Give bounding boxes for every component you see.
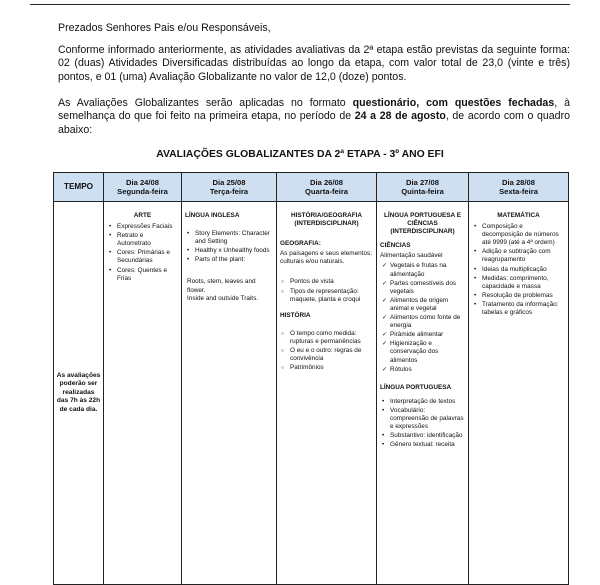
p2-part1: As Avaliações Globalizantes serão aplicadas no formato: [58, 97, 353, 109]
day-3-geo-text: As paisagens e seus elementos: culturais e/ou naturais.: [280, 250, 373, 266]
day-4-cien-label: CIÊNCIAS: [380, 242, 411, 250]
day-4-cien-text: Alimentação saudável: [380, 252, 443, 260]
header-day-5: [469, 173, 569, 202]
day-4-subject: LÍNGUA PORTUGUESA E CIÊNCIAS (INTERDISCIPLINAR): [384, 212, 461, 236]
list-item: • Ideias da multiplicação: [482, 266, 565, 274]
day-3-hist-list: [280, 330, 373, 372]
header-day-5-weekday: Sexta-feira: [499, 187, 538, 196]
list-item: ○ Patrimônios: [290, 364, 373, 372]
list-item: ✓ Alimentos como fonte de energia: [390, 314, 465, 330]
list-item: • Expressões Faciais: [117, 223, 178, 231]
header-tempo: TEMPO: [54, 173, 104, 202]
table-header-row: [54, 173, 569, 202]
day-4-cien-list: [380, 262, 465, 373]
p2-part2: , à semelhança do que foi feito na primeira etapa, no período de: [58, 97, 571, 123]
header-day-4: [377, 173, 469, 202]
list-item: • Retrato e Autorretrato: [117, 232, 178, 248]
table-body-row: [54, 202, 569, 585]
list-item: • Tratamento da informação: tabelas e gráficos: [482, 301, 565, 317]
list-item: ✓ Alimentos de origem animal e vegetal: [390, 297, 465, 313]
paragraph-schedule: [58, 97, 570, 137]
list-item: • Cores: Primárias e Secundárias: [117, 249, 178, 265]
header-day-5-date: Dia 28/08: [502, 177, 535, 187]
list-item: • Resolução de problemas: [482, 292, 565, 300]
day-3-hist-label: HISTÓRIA: [280, 311, 311, 319]
header-day-3: [277, 173, 377, 202]
p2-part3: , de acordo com o quadro abaixo:: [58, 110, 570, 136]
list-item: ○ O eu e o outro: regras de convivência: [290, 347, 373, 363]
header-day-2-date: Dia 25/08: [212, 177, 246, 187]
list-item: • Composição e decomposição de números até 9999 (até a 4ª ordem): [482, 223, 565, 247]
list-item: ○ Pontos de vista: [290, 278, 373, 286]
day-3-subject: HISTÓRIA/GEOGRAFIA (INTERDISCIPLINAR): [290, 212, 362, 228]
day-3-geo-list: [280, 278, 373, 303]
day-5-list: [472, 223, 565, 317]
day-1-cell: [104, 202, 182, 585]
list-item: • Vocabulário: compreensão de palavras e expressões: [390, 407, 465, 431]
day-1-list: [107, 223, 178, 283]
list-item: ✓ Pirâmide alimentar: [390, 331, 465, 339]
list-item: • Healthy x Unhealthy foods: [195, 247, 273, 255]
header-day-3-weekday: Quarta-feira: [304, 187, 349, 196]
list-item: • Substantivo: identificação: [390, 432, 465, 440]
top-rule: [30, 4, 570, 5]
header-day-4-date: Dia 27/08: [406, 177, 439, 187]
p2-bold-format: questionário, com questões fechadas: [352, 97, 555, 109]
list-item: ○ Tipos de representação: maquete, planta e croqui: [290, 288, 373, 304]
header-day-1-weekday: Segunda-feira: [117, 187, 168, 196]
header-day-2-weekday: Terça-feira: [209, 187, 249, 196]
header-day-1: [104, 173, 182, 202]
table-title: AVALIAÇÕES GLOBALIZANTES DA 2ª ETAPA - 3º ANO EFI: [156, 149, 444, 160]
day-1-subject: ARTE: [133, 212, 152, 219]
day-2-extra-1: Roots, stem, leaves and flower.: [187, 278, 256, 294]
day-2-extra-2: Inside and outside Traits.: [187, 294, 259, 302]
list-item: • Gênero textual: receita: [390, 441, 465, 449]
paragraph-intro: Conforme informado anteriormente, as atividades avaliativas da 2ª etapa estão previstas da seguinte forma: 02 (duas) Atividades Diversificadas distribuídas ao longo da etapa, com valor total de 23,0 (vinte e três) pontos, e 01 (uma) Avaliação Globalizante no valor de 12,0 (doze) pontos.: [58, 44, 570, 83]
header-day-3-date: Dia 26/08: [310, 177, 343, 187]
day-2-list: [185, 230, 273, 264]
list-item: ✓ Vegetais e frutas na alimentação: [390, 262, 465, 278]
header-day-4-weekday: Quinta-feira: [401, 187, 444, 196]
list-item: ✓ Higienização e conservação dos alimentos: [390, 340, 465, 364]
list-item: • Adição e subtração com reagrupamento: [482, 248, 565, 264]
list-item: ✓ Rótulos: [390, 366, 465, 374]
list-item: • Parts of the plant:: [195, 256, 273, 264]
list-item: • Medidas: comprimento, capacidade e massa: [482, 275, 565, 291]
day-2-cell: [182, 202, 277, 585]
day-4-cell: [377, 202, 469, 585]
day-5-subject: MATEMÁTICA: [497, 212, 540, 219]
list-item: • Interpretação de textos: [390, 398, 465, 406]
header-day-1-date: Dia 24/08: [126, 177, 159, 187]
day-3-cell: [277, 202, 377, 585]
day-4-port-label: LÍNGUA PORTUGUESA: [380, 383, 452, 391]
tempo-cell: As avaliações poderão ser realizadas das 7h às 22h de cada dia.: [54, 202, 104, 585]
day-4-port-list: [380, 398, 465, 450]
header-day-2: [182, 173, 277, 202]
list-item: ✓ Partes comestíveis dos vegetais: [390, 280, 465, 296]
day-3-geo-label: GEOGRAFIA:: [280, 240, 321, 248]
day-2-subject: LÍNGUA INGLESA: [185, 212, 240, 219]
p2-bold-dates: 24 a 28 de agosto: [354, 110, 446, 123]
list-item: • Cores: Quentes e Frias: [117, 267, 178, 283]
schedule-table: [53, 172, 569, 585]
greeting: Prezados Senhores Pais e/ou Responsáveis,: [58, 22, 271, 34]
day-5-cell: [469, 202, 569, 585]
list-item: ○ O tempo como medida: rupturas e permanências: [290, 330, 373, 346]
list-item: • Story Elements: Character and Setting: [195, 230, 273, 246]
